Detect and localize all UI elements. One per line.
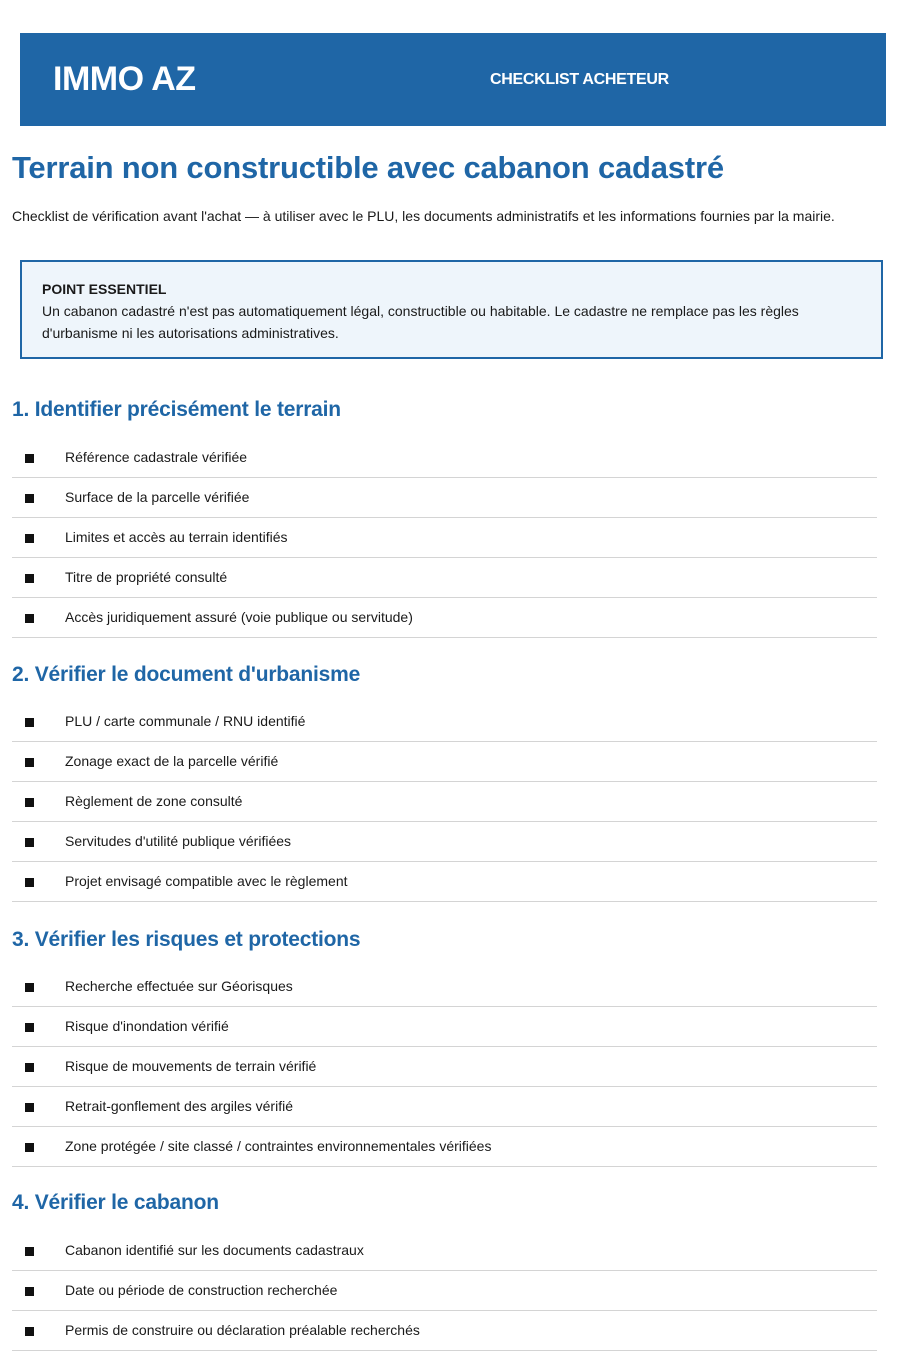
- checklist-item[interactable]: [12, 518, 877, 558]
- intro-text: Checklist de vérification avant l'achat — à utiliser avec le PLU, les documents administratifs et les informations fournies par la mairie.: [12, 208, 835, 224]
- checkbox-icon[interactable]: [25, 574, 34, 583]
- checklist-item-label: Référence cadastrale vérifiée: [65, 449, 248, 465]
- checkbox-icon[interactable]: [25, 983, 34, 992]
- checklist-cabin: [12, 1231, 877, 1351]
- checklist-item[interactable]: [12, 1271, 877, 1311]
- checklist-item-label: Projet envisagé compatible avec le règlement: [65, 873, 348, 889]
- checklist-item[interactable]: [12, 702, 877, 742]
- checklist-item-label: Risque d'inondation vérifié: [65, 1018, 229, 1034]
- checklist-item-label: Règlement de zone consulté: [65, 793, 243, 809]
- section-title-cabin: 4. Vérifier le cabanon: [12, 1191, 219, 1214]
- checklist-item[interactable]: [12, 967, 877, 1007]
- checklist-item[interactable]: [12, 1231, 877, 1271]
- checkbox-icon[interactable]: [25, 1103, 34, 1112]
- checkbox-icon[interactable]: [25, 838, 34, 847]
- header-tag: CHECKLIST ACHETEUR: [490, 71, 669, 88]
- checklist-item[interactable]: [12, 1047, 877, 1087]
- checklist-item-label: Zone protégée / site classé / contraintes environnementales vérifiées: [65, 1138, 492, 1154]
- checklist-item-label: Accès juridiquement assuré (voie publique ou servitude): [65, 609, 413, 625]
- callout-text: Un cabanon cadastré n'est pas automatiquement légal, constructible ou habitable. Le cadastre ne remplace pas les règles d'urbanisme ni les autorisations administratives.: [42, 303, 799, 341]
- section-title-urban-planning: 2. Vérifier le document d'urbanisme: [12, 663, 361, 686]
- checklist-item-label: Risque de mouvements de terrain vérifié: [65, 1058, 317, 1074]
- section-title-identify-land: 1. Identifier précisément le terrain: [12, 398, 341, 421]
- checklist-item[interactable]: [12, 1311, 877, 1351]
- checklist-item[interactable]: [12, 1007, 877, 1047]
- checkbox-icon[interactable]: [25, 718, 34, 727]
- brand-logo: IMMO AZ: [53, 60, 196, 98]
- page-title: Terrain non constructible avec cabanon cadastré: [12, 150, 724, 185]
- checklist-item-label: Date ou période de construction recherchée: [65, 1282, 338, 1298]
- checkbox-icon[interactable]: [25, 454, 34, 463]
- checkbox-icon[interactable]: [25, 878, 34, 887]
- checklist-item-label: Zonage exact de la parcelle vérifié: [65, 753, 279, 769]
- checkbox-icon[interactable]: [25, 758, 34, 767]
- checklist-item-label: Limites et accès au terrain identifiés: [65, 529, 288, 545]
- checkbox-icon[interactable]: [25, 614, 34, 623]
- checklist-item-label: Titre de propriété consulté: [65, 569, 228, 585]
- checklist-item[interactable]: [12, 598, 877, 638]
- checkbox-icon[interactable]: [25, 1143, 34, 1152]
- checklist-item[interactable]: [12, 478, 877, 518]
- checklist-item[interactable]: [12, 1087, 877, 1127]
- checklist-item[interactable]: [12, 1127, 877, 1167]
- section-title-risks: 3. Vérifier les risques et protections: [12, 928, 361, 951]
- callout-title: POINT ESSENTIEL: [42, 281, 167, 297]
- checklist-item-label: PLU / carte communale / RNU identifié: [65, 713, 306, 729]
- checkbox-icon[interactable]: [25, 798, 34, 807]
- checkbox-icon[interactable]: [25, 1063, 34, 1072]
- checklist-item-label: Cabanon identifié sur les documents cadastraux: [65, 1242, 364, 1258]
- checkbox-icon[interactable]: [25, 1327, 34, 1336]
- checklist-item[interactable]: [12, 822, 877, 862]
- key-point-callout: [20, 260, 883, 359]
- checkbox-icon[interactable]: [25, 1023, 34, 1032]
- checklist-urban-planning: [12, 702, 877, 902]
- checklist-risks: [12, 967, 877, 1167]
- checklist-item-label: Surface de la parcelle vérifiée: [65, 489, 250, 505]
- checklist-item[interactable]: [12, 438, 877, 478]
- checklist-item-label: Recherche effectuée sur Géorisques: [65, 978, 293, 994]
- checklist-item-label: Retrait-gonflement des argiles vérifié: [65, 1098, 293, 1114]
- checkbox-icon[interactable]: [25, 1247, 34, 1256]
- checkbox-icon[interactable]: [25, 534, 34, 543]
- checklist-item-label: Permis de construire ou déclaration préalable recherchés: [65, 1322, 420, 1338]
- checklist-item[interactable]: [12, 862, 877, 902]
- checklist-identify-land: [12, 438, 877, 638]
- checklist-item[interactable]: [12, 782, 877, 822]
- checklist-item-label: Servitudes d'utilité publique vérifiées: [65, 833, 292, 849]
- checklist-item[interactable]: [12, 558, 877, 598]
- checkbox-icon[interactable]: [25, 1287, 34, 1296]
- header-banner: [20, 33, 886, 126]
- checkbox-icon[interactable]: [25, 494, 34, 503]
- checklist-item[interactable]: [12, 742, 877, 782]
